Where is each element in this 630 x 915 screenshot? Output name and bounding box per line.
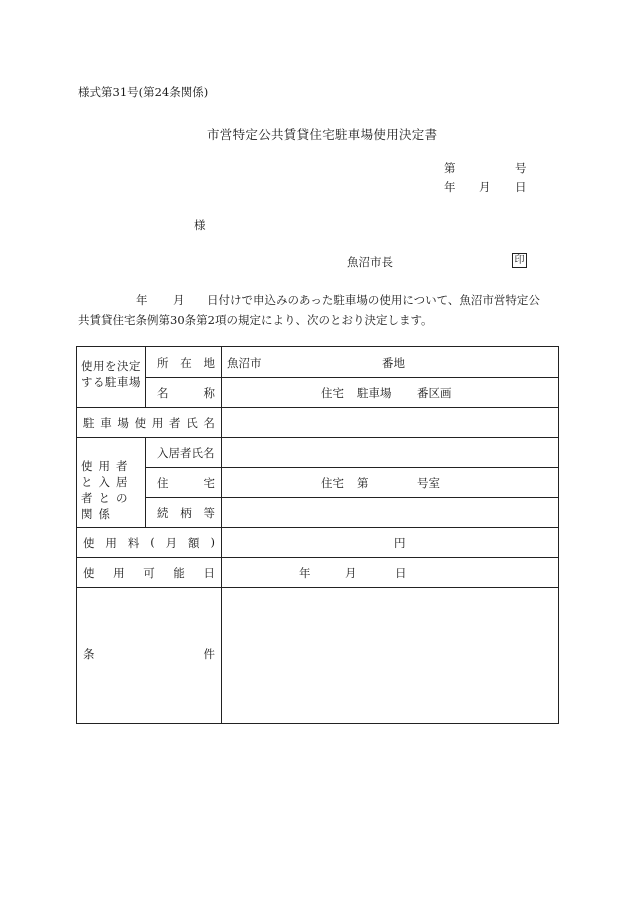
relation-group-label: 使用者と入居者との関係 (81, 459, 134, 521)
fee-label: 使 用 料 ( 月 額 ) (83, 535, 215, 550)
doc-number-dai: 第 (444, 161, 456, 175)
conditions-label: 条 件 (83, 647, 215, 661)
date-year: 年 (444, 180, 456, 194)
form-id: 様式第31号(第24条関係) (78, 85, 209, 99)
available-date-label: 使 用 可 能 日 (83, 566, 215, 580)
relationship-label: 続 柄 等 (157, 506, 215, 520)
name-label: 名 称 (157, 386, 215, 400)
location-banchi: 番地 (382, 356, 405, 370)
name-chushajo: 駐車場 (357, 386, 392, 400)
name-jutaku: 住宅 (321, 386, 344, 400)
housing-jutaku: 住宅 (321, 476, 344, 490)
document-title: 市営特定公共賃貸住宅駐車場使用決定書 (207, 127, 438, 142)
housing-label: 住 宅 (157, 476, 215, 490)
addressee-honorific: 様 (194, 218, 206, 232)
body-line2-text: 共賃貸住宅条例第30条第2項の規定により、次のとおり決定します。 (78, 313, 433, 327)
available-date-day: 日 (395, 566, 407, 580)
housing-goshitsu: 号室 (417, 476, 440, 490)
available-date-year: 年 (299, 566, 311, 580)
housing-dai: 第 (357, 476, 369, 490)
doc-number-go: 号 (515, 161, 527, 175)
date-month: 月 (479, 180, 491, 194)
body-month: 月 (173, 293, 185, 307)
date-day: 日 (515, 180, 527, 194)
available-date-month: 月 (345, 566, 357, 580)
name-kukaku: 番区画 (417, 386, 452, 400)
location-label: 所 在 地 (157, 356, 215, 370)
user-name-label: 駐 車 場 使 用 者 氏 名 (83, 416, 215, 430)
seal-stamp: 印 (512, 253, 527, 268)
fee-unit: 円 (394, 536, 406, 550)
parking-group-label: 使用を決定する駐車場 (81, 359, 141, 389)
resident-name-label: 入居者氏名 (157, 446, 215, 460)
issuer-name: 魚沼市長 (347, 255, 393, 269)
location-city: 魚沼市 (227, 356, 262, 370)
body-year: 年 (136, 293, 148, 307)
decision-table (76, 346, 559, 724)
body-line1-text: 日付けで申込みのあった駐車場の使用について、魚沼市営特定公 (207, 293, 540, 307)
